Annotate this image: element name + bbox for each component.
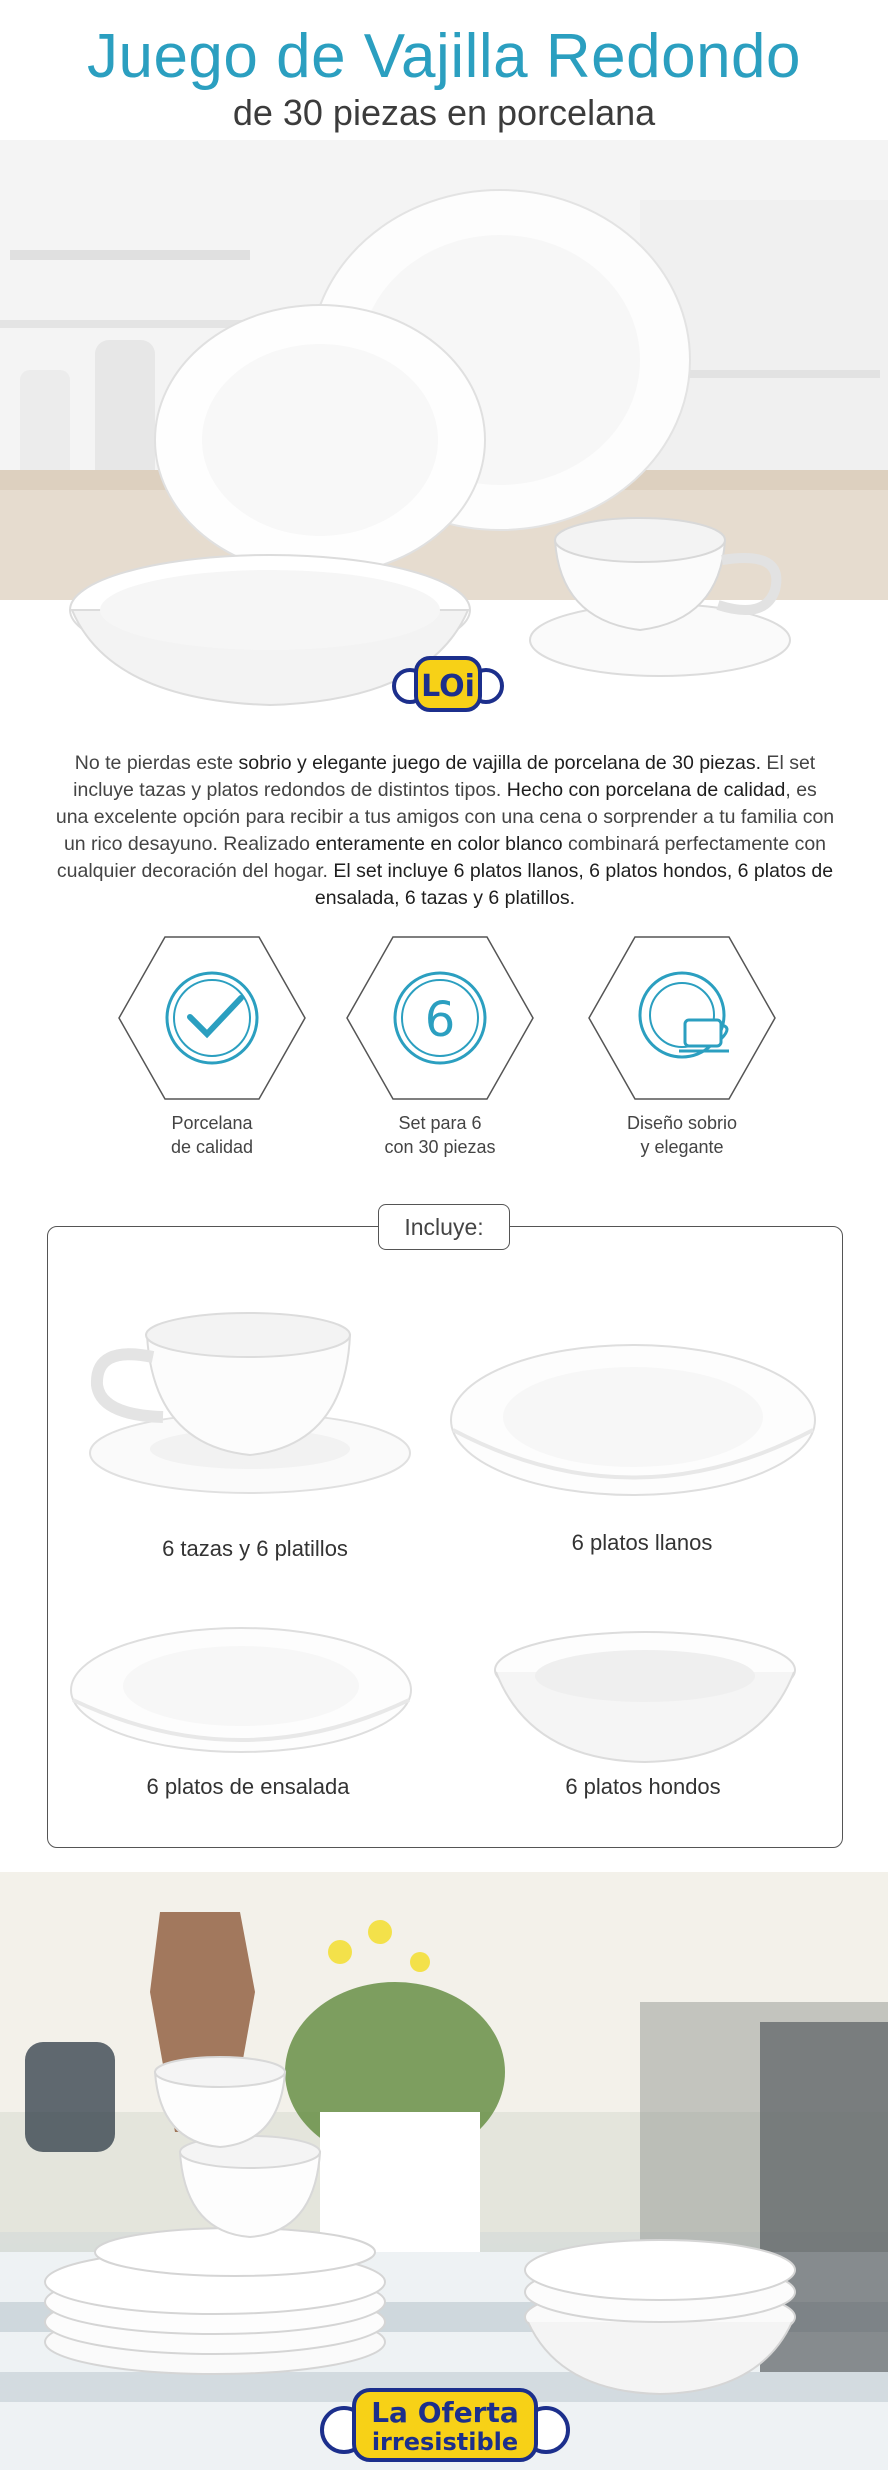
include-item-flat-plates-label: 6 platos llanos [571,1530,713,1555]
feature-set-label: Set para 6 con 30 piezas [384,1113,496,1157]
feature-design [587,935,777,1159]
lifestyle-illustration [0,1872,888,2470]
feature-set-for-six [345,935,535,1159]
loi-logo-text: LOi [421,669,475,704]
feature-design-label: Diseño sobrio y elegante [626,1113,738,1157]
plate-cup-icon [587,935,777,1101]
number-six-icon [345,935,535,1101]
check-badge-icon [117,935,307,1101]
lifestyle-photo [0,1872,888,2470]
flat-plate-image [448,1335,818,1505]
feature-quality [117,935,307,1159]
deep-bowl-image [490,1620,800,1770]
include-item-deep-plates-label: 6 platos hondos [565,1774,721,1799]
loi-logo [392,650,504,716]
cup-saucer-image [75,1305,415,1505]
logo-line1: La Oferta [371,2396,519,2429]
feature-number: 6 [424,992,456,1048]
logo-line2: irresistible [371,2428,519,2456]
la-oferta-irresistible-logo [318,2386,572,2464]
page-title: Juego de Vajilla Redondo [86,22,802,91]
product-description: No te pierdas este sobrio y elegante juego de vajilla de porcelana de 30 piezas. El set incluye tazas y platos redondos de distintos tipos. Hecho con porcelana de calidad, es una excelente opción para recibir a tus amigos con una cena o sorprender a tu familia con un rico desayuno. Realizado enteramente en color blanco combinará perfectamente con cualquier decoración del hogar. El set incluye 6 platos llanos, 6 platos hondos, 6 platos de ensalada, 6 tazas y 6 platillos. [55,752,835,909]
include-item-cups-label: 6 tazas y 6 platillos [162,1536,348,1561]
feature-quality-label: Porcelana de calidad [170,1113,254,1157]
include-item-salad-plates-label: 6 platos de ensalada [146,1774,350,1799]
page-subtitle: de 30 piezas en porcelana [232,92,656,133]
includes-tag: Incluye: [378,1204,510,1250]
salad-plate-image [68,1620,414,1770]
